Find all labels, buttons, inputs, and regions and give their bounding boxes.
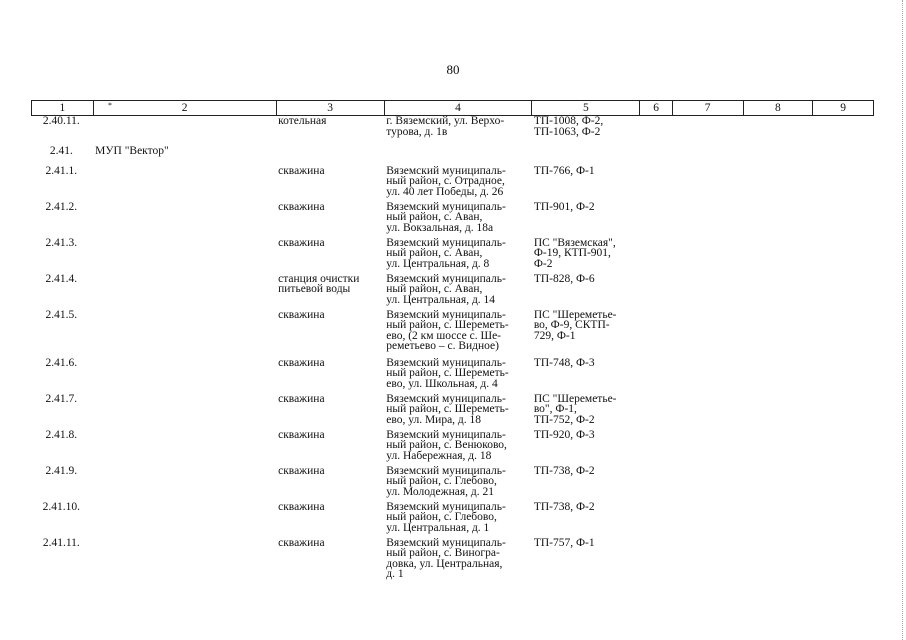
row-type-cell: скважина	[278, 236, 325, 249]
row-power-cell: ТП-1008, Ф-2, ТП-1063, Ф-2	[533, 115, 604, 138]
empty-cell	[743, 146, 813, 166]
row-power-cell: ТП-828, Ф-6	[533, 272, 595, 285]
empty-cell	[672, 466, 743, 502]
row-number-cell: 2.41.7.	[45, 392, 78, 405]
empty-cell	[813, 466, 874, 502]
table-header-row	[32, 101, 874, 116]
row-name-cell	[93, 202, 276, 238]
page-number: 80	[446, 62, 460, 77]
column-header: 8	[743, 101, 813, 116]
empty-cell	[672, 166, 743, 202]
empty-cell	[813, 238, 874, 274]
row-power-cell: ПС "Шереметье- во, Ф-9, СКТП- 729, Ф-1	[533, 308, 617, 342]
empty-cell	[640, 116, 672, 146]
empty-cell	[672, 274, 743, 310]
empty-cell	[640, 166, 672, 202]
empty-cell	[743, 538, 813, 584]
row-number-cell: 2.41.2.	[45, 200, 78, 213]
row-name-cell	[93, 358, 276, 394]
empty-cell	[813, 394, 874, 430]
row-type-cell: скважина	[278, 308, 325, 321]
row-type-cell: скважина	[278, 392, 325, 405]
empty-cell	[743, 202, 813, 238]
row-type-cell: станция очистки питьевой воды	[278, 272, 360, 295]
column-header: 9	[813, 101, 874, 116]
empty-cell	[743, 310, 813, 358]
facilities-table	[31, 100, 874, 584]
row-address-cell: Вяземский муниципаль- ный район, с. Шереметь- ево, (2 км шоссе с. Ше- реметьево – с. Видное)	[386, 308, 509, 352]
row-number-cell: 2.40.11.	[42, 115, 80, 127]
empty-cell	[640, 238, 672, 274]
empty-cell	[813, 502, 874, 538]
row-name-cell	[93, 430, 276, 466]
column-header: 4	[384, 101, 532, 116]
row-number-cell: 2.41.3.	[45, 236, 78, 249]
row-type-cell	[276, 146, 384, 166]
row-type-cell: котельная	[278, 115, 327, 127]
table-row	[32, 538, 874, 584]
empty-cell	[813, 274, 874, 310]
empty-cell	[640, 538, 672, 584]
empty-cell	[640, 146, 672, 166]
row-address-cell: Вяземский муниципаль- ный район, с. Шереметь- ево, ул. Школьная, д. 4	[386, 356, 509, 390]
row-address-cell: Вяземский муниципаль- ный район, с. Глебово, ул. Центральная, д. 1	[386, 500, 506, 534]
row-power-cell	[532, 146, 640, 166]
empty-cell	[743, 166, 813, 202]
row-address-cell: Вяземский муниципаль- ный район, с. Виногра- довка, ул. Центральная, д. 1	[386, 536, 506, 580]
table-row	[32, 466, 874, 502]
row-power-cell: ПС "Шереметье- во", Ф-1, ТП-752, Ф-2	[533, 392, 617, 426]
column-header: 6	[640, 101, 672, 116]
row-number-cell: 2.41.6.	[45, 356, 78, 369]
row-type-cell: скважина	[278, 536, 325, 549]
empty-cell	[813, 358, 874, 394]
empty-cell	[672, 238, 743, 274]
table-row	[32, 146, 874, 166]
column-header: 5	[532, 101, 640, 116]
empty-cell	[813, 116, 874, 146]
row-type-cell: скважина	[278, 500, 325, 513]
row-address-cell: Вяземский муниципаль- ный район, с. Аван, ул. Центральная, д. 8	[386, 236, 506, 270]
empty-cell	[813, 166, 874, 202]
row-number-cell: 2.41.1.	[45, 164, 78, 177]
table-body	[32, 116, 874, 584]
table-row	[32, 238, 874, 274]
row-name-cell	[93, 538, 276, 584]
empty-cell	[640, 358, 672, 394]
table-row	[32, 358, 874, 394]
row-number-cell: 2.41.8.	[45, 428, 78, 441]
row-power-cell: ПС "Вяземская", Ф-19, КТП-901, Ф-2	[533, 236, 616, 270]
row-name-cell	[93, 238, 276, 274]
table-row	[32, 166, 874, 202]
row-address-cell: г. Вяземский, ул. Верхо- турова, д. 1в	[386, 115, 505, 138]
empty-cell	[813, 310, 874, 358]
empty-cell	[743, 394, 813, 430]
column-header: 7	[672, 101, 743, 116]
row-power-cell: ТП-766, Ф-1	[533, 164, 595, 177]
empty-cell	[672, 430, 743, 466]
row-number-cell: 2.41.	[49, 144, 73, 157]
empty-cell	[640, 274, 672, 310]
table-row	[32, 116, 874, 146]
empty-cell	[743, 358, 813, 394]
row-address-cell: Вяземский муниципаль- ный район, с. Глебово, ул. Молодежная, д. 21	[386, 464, 506, 498]
empty-cell	[672, 502, 743, 538]
empty-cell	[743, 116, 813, 146]
row-number-cell: 2.41.5.	[45, 308, 78, 321]
row-power-cell: ТП-901, Ф-2	[533, 200, 595, 213]
empty-cell	[813, 430, 874, 466]
row-address-cell: Вяземский муниципаль- ный район, с. Шереметь- ево, ул. Мира, д. 18	[386, 392, 509, 426]
column-header: 1	[32, 101, 94, 116]
empty-cell	[672, 146, 743, 166]
table-row	[32, 430, 874, 466]
row-number-cell: 2.41.4.	[45, 272, 78, 285]
row-power-cell: ТП-757, Ф-1	[533, 536, 595, 549]
empty-cell	[640, 394, 672, 430]
empty-cell	[813, 538, 874, 584]
row-type-cell: скважина	[278, 164, 325, 177]
row-power-cell: ТП-748, Ф-3	[533, 356, 595, 369]
row-name-cell	[93, 466, 276, 502]
empty-cell	[743, 502, 813, 538]
row-address-cell: Вяземский муниципаль- ный район, с. Отрадное, ул. 40 лет Победы, д. 26	[386, 164, 506, 198]
column-header: 3	[276, 101, 384, 116]
empty-cell	[672, 394, 743, 430]
row-number-cell: 2.41.11.	[42, 536, 80, 549]
table-row	[32, 394, 874, 430]
empty-cell	[640, 202, 672, 238]
empty-cell	[640, 430, 672, 466]
empty-cell	[640, 502, 672, 538]
row-address-cell: Вяземский муниципаль- ный район, с. Венюково, ул. Набережная, д. 18	[386, 428, 507, 462]
row-address-cell	[384, 146, 532, 166]
empty-cell	[640, 310, 672, 358]
row-number-cell: 2.41.9.	[45, 464, 78, 477]
row-address-cell: Вяземский муниципаль- ный район, с. Аван, ул. Центральная, д. 14	[386, 272, 506, 306]
empty-cell	[672, 116, 743, 146]
row-type-cell: скважина	[278, 428, 325, 441]
empty-cell	[672, 358, 743, 394]
row-name-cell	[93, 116, 276, 146]
document-table-container	[31, 100, 874, 584]
row-name-cell	[93, 166, 276, 202]
row-power-cell: ТП-738, Ф-2	[533, 464, 595, 477]
row-number-cell: 2.41.10.	[42, 500, 81, 513]
table-row	[32, 274, 874, 310]
empty-cell	[813, 146, 874, 166]
column-header: 2	[93, 101, 276, 116]
empty-cell	[672, 202, 743, 238]
row-name-cell: МУП "Вектор"	[95, 144, 169, 157]
row-name-cell	[93, 274, 276, 310]
empty-cell	[743, 430, 813, 466]
row-name-cell	[93, 502, 276, 538]
row-address-cell: Вяземский муниципаль- ный район, с. Аван, ул. Вокзальная, д. 18а	[386, 200, 506, 234]
row-type-cell: скважина	[278, 356, 325, 369]
empty-cell	[672, 538, 743, 584]
row-name-cell	[93, 310, 276, 358]
row-name-cell	[93, 394, 276, 430]
empty-cell	[813, 202, 874, 238]
table-row	[32, 502, 874, 538]
row-type-cell: скважина	[278, 464, 325, 477]
table-row	[32, 310, 874, 358]
row-power-cell: ТП-738, Ф-2	[533, 500, 595, 513]
empty-cell	[743, 466, 813, 502]
table-row	[32, 202, 874, 238]
empty-cell	[640, 466, 672, 502]
header-tick-mark: *	[108, 101, 112, 110]
empty-cell	[672, 310, 743, 358]
page-edge	[902, 0, 905, 640]
row-power-cell: ТП-920, Ф-3	[533, 428, 595, 441]
empty-cell	[743, 274, 813, 310]
empty-cell	[743, 238, 813, 274]
row-type-cell: скважина	[278, 200, 325, 213]
